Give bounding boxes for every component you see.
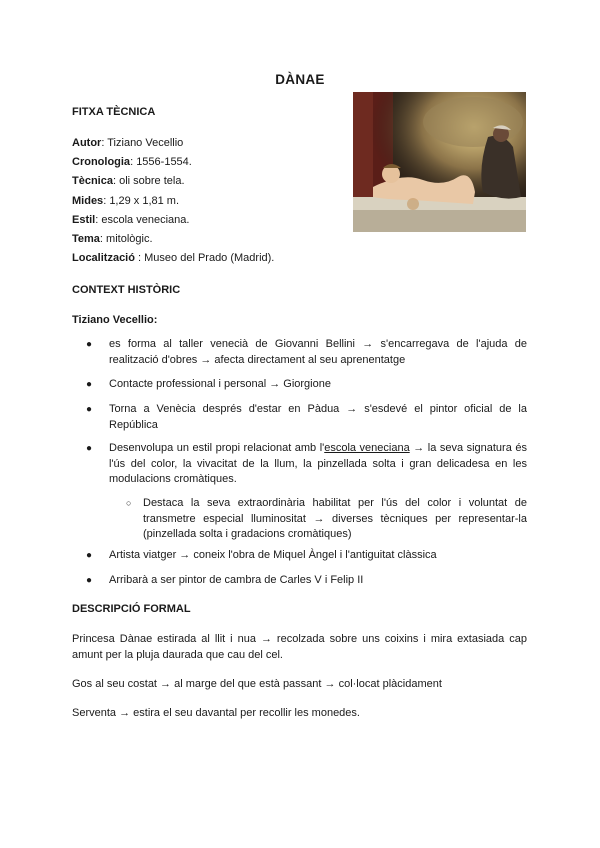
bullet-icon: ● [86,443,93,454]
list-item: ● Contacte professional i personal → Giorgione [72,377,527,393]
tiziano-subheading: Tiziano Vecellio: [72,314,158,326]
bullet-icon: ● [86,379,93,390]
fact-row: Tema: mitològic. [72,233,153,246]
bullet-icon: ● [86,404,93,415]
list-item: ● Arribarà a ser pintor de cambra de Carles V i Felip II [72,573,527,589]
list-item: ● Desenvolupa un estil propi relacionat amb l'escola veneciana → la seva signatura és l'ús del color, la vivacitat de la llum, la pinzellada solta i gran delicadesa en les modulacions cromàtiques. [86,442,527,486]
fitxa-tecnica-heading: FITXA TÈCNICA [72,106,156,118]
danae-painting-image [353,92,526,232]
fact-row: Mides: 1,29 x 1,81 m. [72,194,180,207]
page-title: DÀNAE [275,72,325,87]
fitxa-tecnica-list [72,134,274,268]
sub-bullet-icon: ○ [126,498,132,508]
descripcio-formal-heading: DESCRIPCIÓ FORMAL [72,603,191,615]
escola-veneciana-underline: escola veneciana [324,442,410,454]
fact-row: Tècnica: oli sobre tela. [72,175,185,188]
list-item: ● Torna a Venècia després d'estar en Pàdua → s'esdevé el pintor oficial de la República [86,403,527,431]
bullet-icon: ● [86,550,93,561]
fact-row: Localització : Museo del Prado (Madrid). [72,252,275,265]
bullet-icon: ● [86,339,93,350]
description-paragraph: Gos al seu costat → al marge del que està passant → col·locat plàcidament [72,678,442,690]
fact-row: Autor: Tiziano Vecellio [72,137,184,149]
description-paragraph: Serventa → estira el seu davantal per recollir les monedes. [72,707,360,719]
context-historic-heading: CONTEXT HISTÒRIC [72,284,181,296]
description-paragraph: Princesa Dànae estirada al llit i nua → recolzada sobre uns coixins i mira extasiada cap amunt per la pluja daurada que cau del cel. [72,633,527,661]
sub-list-item: ○ Destaca la seva extraordinària habilitat per l'ús del color i voluntat de transmetre especial lluminositat → diverses tècniques per representar-la (pinzellada solta i gradacions cromàtiques) [126,497,527,541]
list-item: ● es forma al taller venecià de Giovanni Bellini → s'encarregava de l'ajuda de realització d'obres → afecta directament al seu aprenentatge [86,338,527,366]
fact-row: Cronologia: 1556-1554. [72,156,192,169]
bullet-icon: ● [86,575,93,586]
fact-row: Estil: escola veneciana. [72,213,190,226]
list-item: ● Artista viatger → coneix l'obra de Miquel Àngel i l'antiguitat clàssica [72,548,527,564]
